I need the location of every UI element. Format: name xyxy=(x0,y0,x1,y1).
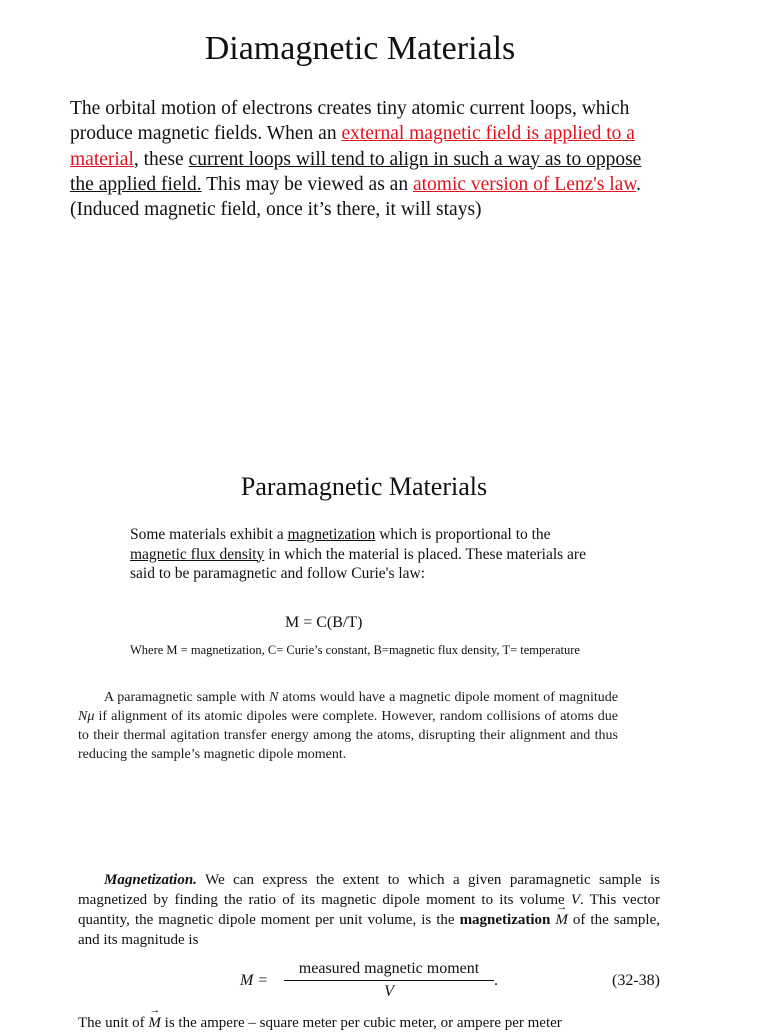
fraction-denominator: V xyxy=(384,983,394,1000)
equation-lhs xyxy=(240,972,268,990)
text-run: The orbital motion of electrons creates tiny atomic current loops, which produce magnetic fields. When an xyxy=(70,98,630,145)
symbol-N: N xyxy=(269,690,279,705)
vector-M-symbol: → M xyxy=(555,910,568,930)
symbol-V: V xyxy=(570,892,581,908)
curie-law-equation: M = C(B/T) xyxy=(285,614,363,631)
equation-legend: Where M = magnetization, C= Curie’s constant, B=magnetic flux density, T= temperature xyxy=(130,643,580,657)
vector-M-symbol: → M xyxy=(148,1013,161,1033)
highlight-external-field: external magnetic field is applied to a material xyxy=(70,123,635,170)
dipole-moment-paragraph xyxy=(78,688,618,764)
text-run: . (Induced magnetic field, once it’s there, it will stays) xyxy=(70,173,642,221)
magnetization-paragraph xyxy=(78,870,660,950)
text-run: , these xyxy=(133,148,189,170)
fraction-numerator: measured magnetic moment xyxy=(298,960,480,977)
text-run: We can express the extent to which a given paramagnetic sample is magnetized by finding the ratio of its magnetic dipole moment to its volume xyxy=(78,872,660,908)
text-run: A paramagnetic sample with xyxy=(104,690,270,705)
text-run: . This vector quantity, the magnetic dipole moment per unit volume, is the xyxy=(78,892,661,928)
equation-number: (32-38) xyxy=(612,972,660,989)
magnetization-equation xyxy=(240,960,660,1004)
diamagnetic-title: Diamagnetic Materials xyxy=(204,30,516,67)
underline-magnetization: magnetization xyxy=(287,526,376,543)
equation-fraction xyxy=(284,960,494,1001)
text-run: which is proportional to the xyxy=(375,526,551,543)
underline-current-loops: current loops will tend to align in such a way as to oppose the applied field. xyxy=(70,148,642,195)
text-run: is the ampere – square meter per cubic meter, or ampere per meter xyxy=(160,1015,562,1031)
text-run: The unit of xyxy=(78,1015,149,1031)
text-run: of the sample, and its magnitude is xyxy=(78,912,660,948)
underline-flux-density: magnetic flux density xyxy=(130,545,265,563)
text-run: if alignment of its atomic dipoles were complete. However, random collisions of atoms due to their thermal agitation transfer energy among the atoms, disrupting their alignment and thus reducing the sample’s magnetic dipole moment. xyxy=(78,709,618,762)
text-run: This may be viewed as an xyxy=(201,173,413,195)
magnetization-term: magnetization xyxy=(459,912,551,928)
fraction-bar xyxy=(284,980,494,981)
paramagnetic-paragraph xyxy=(130,525,590,584)
magnetization-heading: Magnetization. xyxy=(104,872,197,888)
paramagnetic-title: Paramagnetic Materials xyxy=(240,472,488,501)
equation-lhs-text: M = xyxy=(240,972,269,989)
diamagnetic-paragraph xyxy=(70,96,670,222)
equation-period: . xyxy=(494,972,498,989)
unit-paragraph xyxy=(78,1013,678,1033)
highlight-lenz-law: atomic version of Lenz's law xyxy=(412,173,637,195)
text-run: in which the material is placed. These materials are said to be paramagnetic and follow Curie's law: xyxy=(130,545,586,582)
text-run: atoms would have a magnetic dipole moment of magnitude xyxy=(278,690,618,705)
text-run: Some materials exhibit a xyxy=(130,526,288,543)
symbol-N-mu: Nμ xyxy=(78,709,95,724)
